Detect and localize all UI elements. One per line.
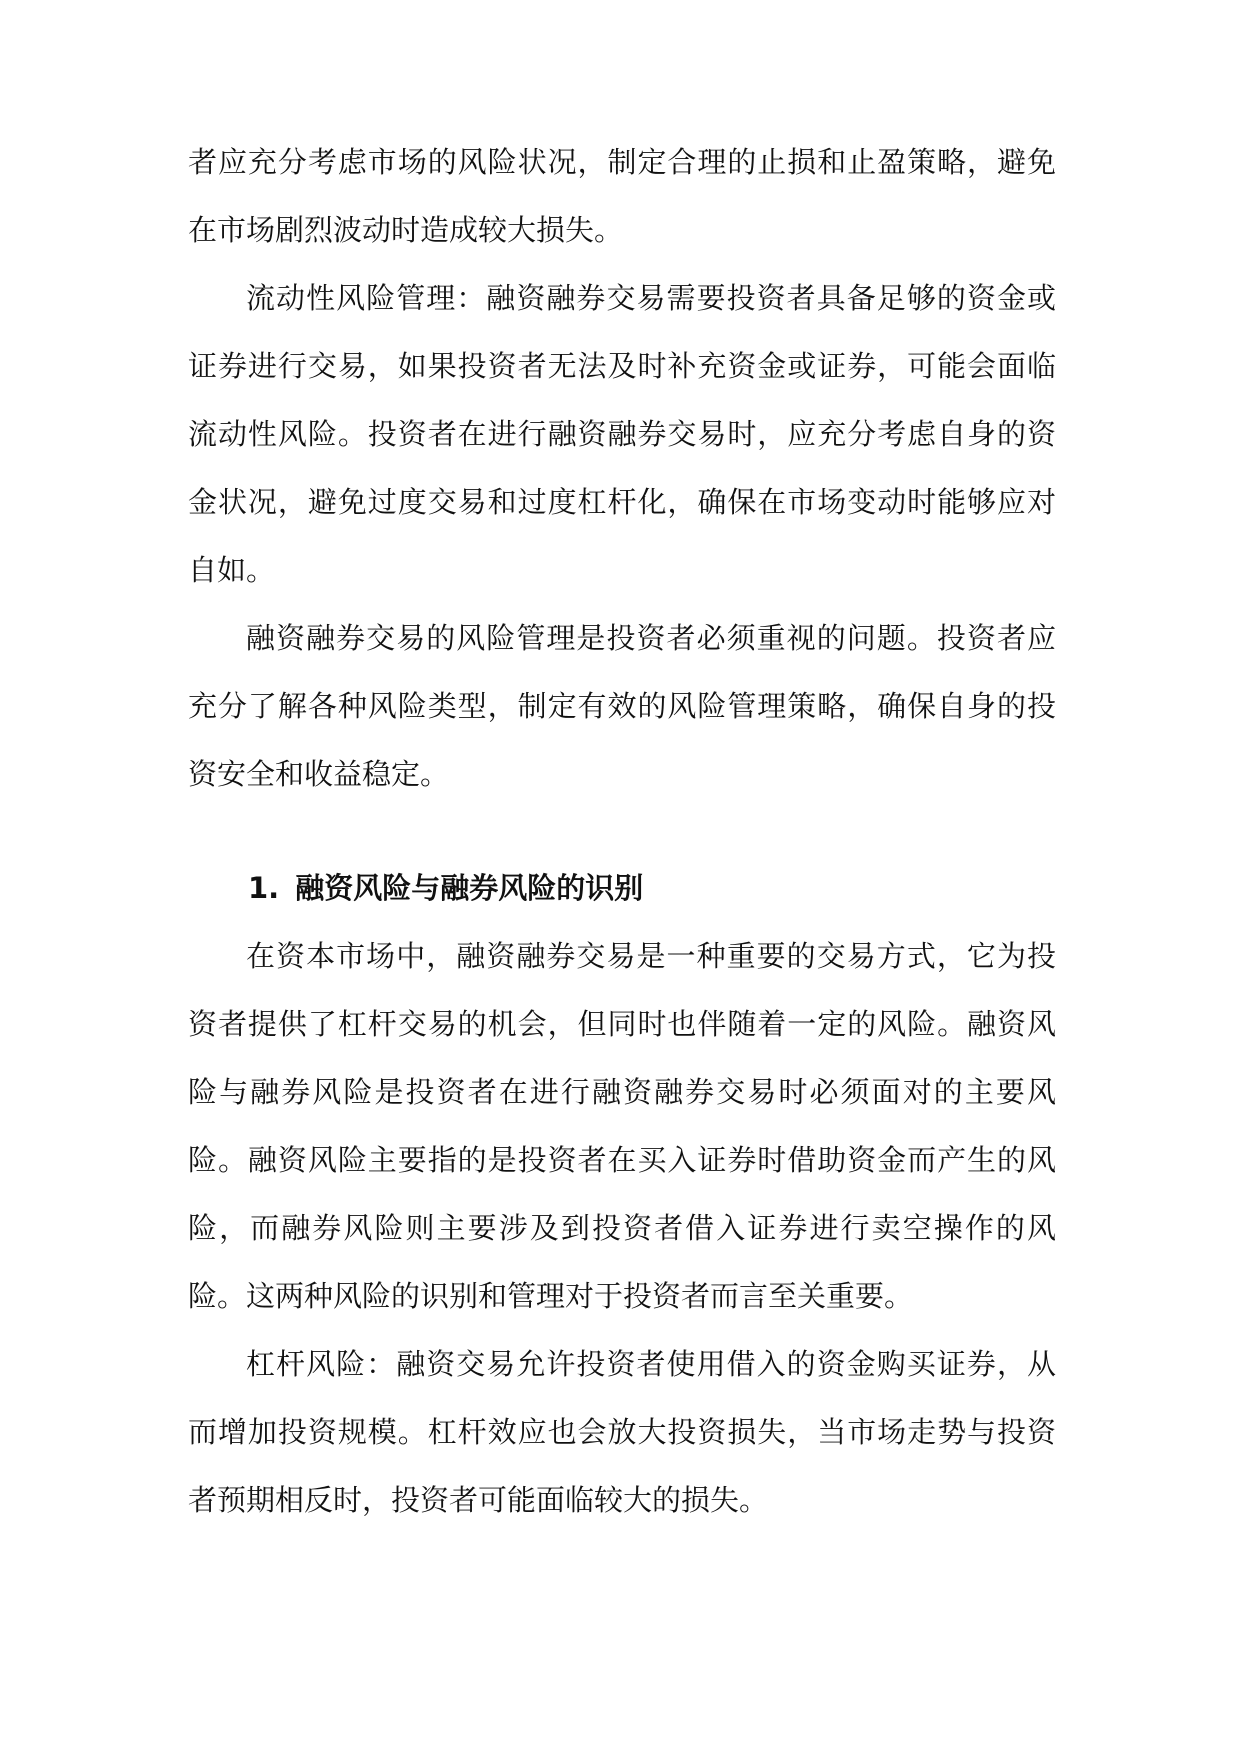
paragraph-risk-management-summary: 融资融券交易的风险管理是投资者必须重视的问题。投资者应充分了解各种风险类型，制定有效的风险管理策略，确保自身的投资安全和收益稳定。: [188, 621, 1056, 791]
paragraph-continuation: 者应充分考虑市场的风险状况，制定合理的止损和止盈策略，避免在市场剧烈波动时造成较大损失。: [188, 145, 1056, 247]
document-page: [188, 128, 1056, 1534]
section-gap: [188, 808, 1056, 848]
paragraph-liquidity-risk: 流动性风险管理：融资融券交易需要投资者具备足够的资金或证券进行交易，如果投资者无法及时补充资金或证券，可能会面临流动性风险。投资者在进行融资融券交易时，应充分考虑自身的资金状况，避免过度交易和过度杠杆化，确保在市场变动时能够应对自如。: [188, 281, 1056, 587]
section-heading: [248, 854, 1056, 922]
section-title: 融资风险与融券风险的识别: [295, 871, 644, 905]
section-number: 1.: [248, 871, 280, 905]
paragraph-leverage-risk: 杠杆风险：融资交易允许投资者使用借入的资金购买证券，从而增加投资规模。杠杆效应也会放大投资损失，当市场走势与投资者预期相反时，投资者可能面临较大的损失。: [188, 1347, 1056, 1517]
paragraph-intro: 在资本市场中，融资融券交易是一种重要的交易方式，它为投资者提供了杠杆交易的机会，但同时也伴随着一定的风险。融资风险与融券风险是投资者在进行融资融券交易时必须面对的主要风险。融资风险主要指的是投资者在买入证券时借助资金而产生的风险，而融券风险则主要涉及到投资者借入证券进行卖空操作的风险。这两种风险的识别和管理对于投资者而言至关重要。: [188, 939, 1056, 1313]
